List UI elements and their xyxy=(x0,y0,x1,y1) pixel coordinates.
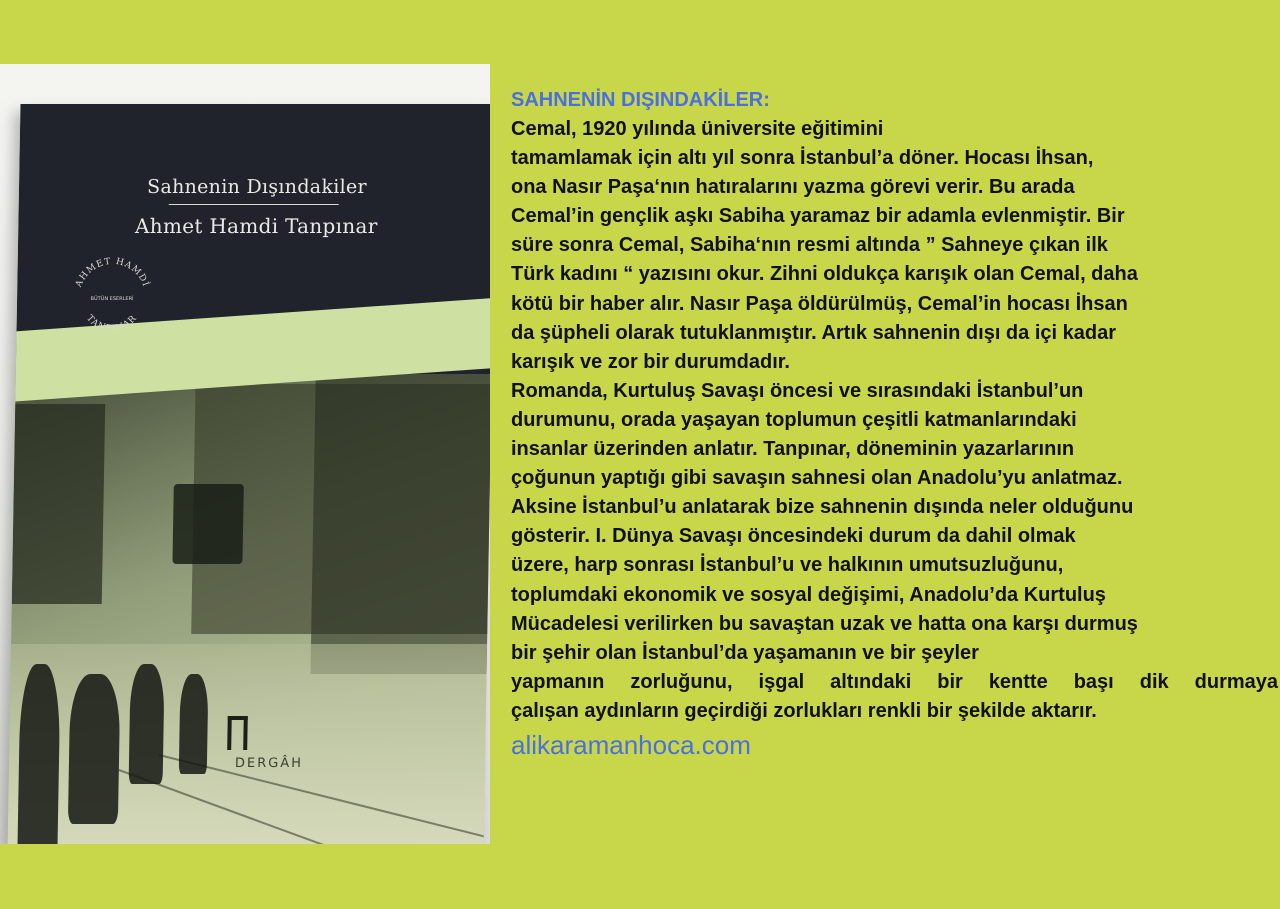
article-line: durumunu, orada yaşayan toplumun çeşitli katmanlarındaki xyxy=(511,408,1077,431)
seal-center-text: BÜTÜN ESERLERİ xyxy=(90,296,134,302)
article-line: üzere, harp sonrası İstanbul’u ve halkının umutsuzluğunu, xyxy=(511,554,1064,577)
article-line: Romanda, Kurtuluş Savaşı öncesi ve sırasındaki İstanbul’un xyxy=(511,379,1084,402)
article-line: Cemal, 1920 yılında üniversite eğitimini xyxy=(511,118,884,140)
article-line: ona Nasır Paşa‘nın hatıralarını yazma görevi verir. Bu arada xyxy=(511,176,1075,199)
publisher-logo-icon xyxy=(227,716,248,750)
article-heading: SAHNENİN DIŞINDAKİLER: xyxy=(511,89,770,111)
article-line: gösterir. I. Dünya Savaşı öncesindeki durum da dahil olmak xyxy=(511,525,1076,548)
pedestrian xyxy=(179,674,209,774)
article-line: Aksine İstanbul’u anlatarak bize sahnenin dışında neler olduğunu xyxy=(511,496,1134,519)
article-line: Mücadelesi verilirken bu savaştan uzak ve hatta ona karşı durmuş xyxy=(511,612,1138,635)
article-line: çalışan aydınların geçirdiği zorlukları renkli bir şekilde aktarır. xyxy=(511,699,1097,722)
seal-top-text: AHMET HAMDİ xyxy=(74,256,151,289)
article-line: Türk kadını “ yazısını okur. Zihni oldukça karışık olan Cemal, daha xyxy=(511,263,1138,286)
building xyxy=(12,404,105,604)
seal-bottom-text: TANPINAR xyxy=(84,313,140,335)
svg-text:TANPINAR xyxy=(84,313,139,334)
article-line: çoğunun yaptığı gibi savaşın sahnesi olan Anadolu’yu anlatmaz. xyxy=(511,467,1123,490)
building xyxy=(311,374,490,674)
article-body xyxy=(511,115,1280,726)
book xyxy=(8,104,490,844)
publisher-name: DERGÂH xyxy=(234,756,304,771)
article-line: süre sonra Cemal, Sabiha‘nın resmi altında ” Sahneye çıkan ilk xyxy=(511,234,1108,257)
article-line: kötü bir haber alır. Nasır Paşa öldürülmüş, Cemal’in hocası İhsan xyxy=(511,292,1128,315)
street-scene xyxy=(8,374,490,844)
article-line: karışık ve zor bir durumdadır. xyxy=(511,350,790,373)
book-title: Sahnenin Dışındakiler xyxy=(146,176,368,198)
article-line: yapmanın zorluğunu, işgal altındaki bir kentte başı dik durmaya xyxy=(511,670,1278,693)
pedestrian xyxy=(129,664,165,784)
article-line: toplumdaki ekonomik ve sosyal değişimi, Anadolu’da Kurtuluş xyxy=(511,583,1106,606)
article-line: da şüpheli olarak tutuklanmıştır. Artık sahnenin dışı da içi kadar xyxy=(511,321,1116,344)
site-url: alikaramanhoca.com xyxy=(511,729,751,760)
pedestrian xyxy=(17,664,60,844)
article-line: bir şehir olan İstanbul’da yaşamanın ve bir şeyler xyxy=(511,641,979,664)
title-divider xyxy=(169,204,339,205)
article xyxy=(511,86,1280,760)
pedestrian xyxy=(68,674,121,824)
article-line: Cemal’in gençlik aşkı Sabiha yaramaz bir adamla evlenmiştir. Bir xyxy=(511,205,1125,228)
tram xyxy=(172,484,243,564)
book-author: Ahmet Hamdi Tanpınar xyxy=(134,214,378,238)
article-line: insanlar üzerinden anlatır. Tanpınar, döneminin yazarlarının xyxy=(511,438,1075,461)
article-line: tamamlamak için altı yıl sonra İstanbul’a döner. Hocası İhsan, xyxy=(511,147,1094,170)
book-cover-photo xyxy=(0,64,490,844)
